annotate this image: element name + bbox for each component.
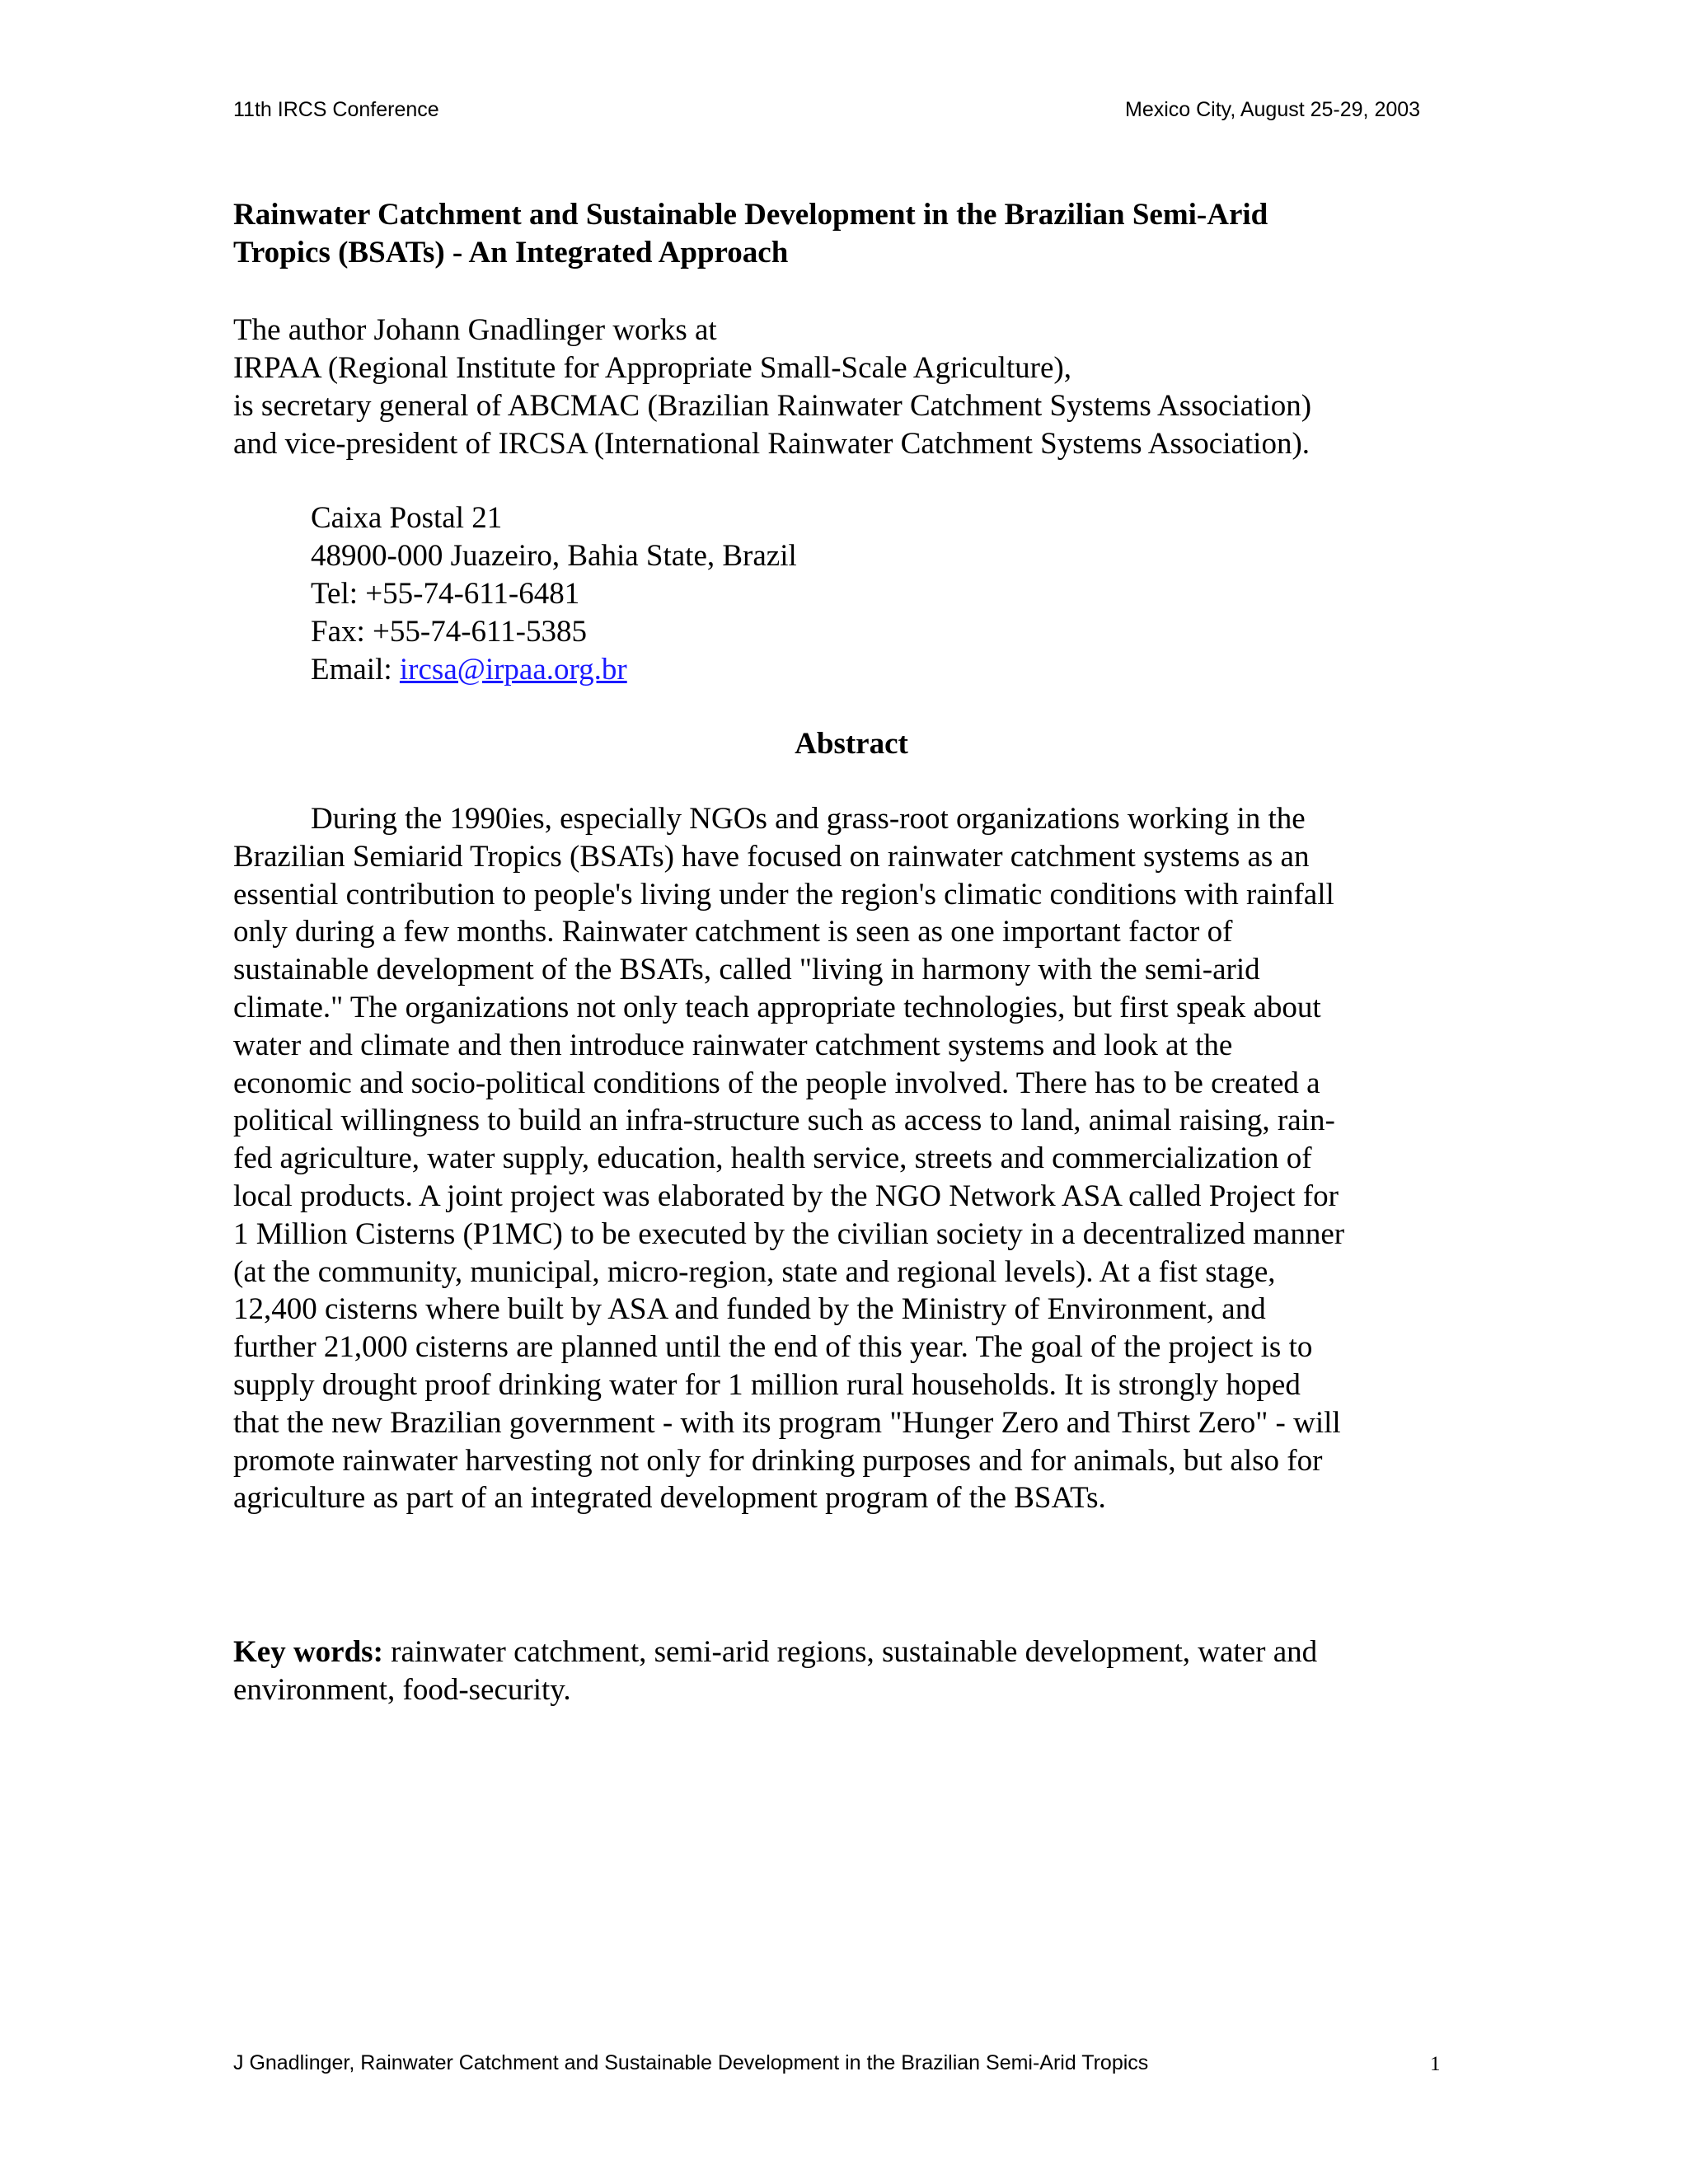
paper-title-line: Rainwater Catchment and Sustainable Development in the Brazilian Semi-Arid xyxy=(233,198,1268,232)
abstract-heading: Abstract xyxy=(795,727,908,761)
keywords-text: rainwater catchment, semi-arid regions, sustainable development, water and xyxy=(382,1635,1318,1669)
abstract-line: climate." The organizations not only teach appropriate technologies, but first speak about xyxy=(233,990,1321,1024)
abstract-line: only during a few months. Rainwater catchment is seen as one important factor of xyxy=(233,915,1233,949)
abstract-line: essential contribution to people's living under the region's climatic conditions with rainfall xyxy=(233,877,1334,912)
abstract-line: 12,400 cisterns where built by ASA and funded by the Ministry of Environment, and xyxy=(233,1292,1266,1327)
footer-running-title: J Gnadlinger, Rainwater Catchment and Sustainable Development in the Brazilian Semi-Arid Tropics xyxy=(233,2051,1149,2074)
abstract-line: During the 1990ies, especially NGOs and grass-root organizations working in the xyxy=(311,802,1306,836)
keywords-line xyxy=(233,1633,1453,1671)
address-email-line xyxy=(311,651,1217,689)
abstract-line: agriculture as part of an integrated development program of the BSATs. xyxy=(233,1481,1106,1516)
email-link[interactable]: ircsa@irpaa.org.br xyxy=(399,653,627,687)
abstract-line: further 21,000 cisterns are planned until the end of this year. The goal of the project is to xyxy=(233,1330,1313,1365)
keywords-line: environment, food-security. xyxy=(233,1673,571,1707)
keywords-block xyxy=(233,1633,1453,1709)
header-conference: 11th IRCS Conference xyxy=(233,98,439,121)
abstract-line: Brazilian Semiarid Tropics (BSATs) have focused on rainwater catchment systems as an xyxy=(233,839,1310,874)
abstract-line: economic and socio-political conditions of the people involved. There has to be created a xyxy=(233,1066,1320,1100)
address-city: 48900-000 Juazeiro, Bahia State, Brazil xyxy=(311,539,797,573)
abstract-line: local products. A joint project was elaborated by the NGO Network ASA called Project for xyxy=(233,1179,1339,1213)
address-tel: Tel: +55-74-611-6481 xyxy=(311,577,580,611)
abstract-body xyxy=(233,800,1453,1517)
abstract-line: supply drought proof drinking water for 1 million rural households. It is strongly hoped xyxy=(233,1367,1301,1402)
author-line: The author Johann Gnadlinger works at xyxy=(233,313,717,347)
page-number: 1 xyxy=(1430,2053,1441,2075)
abstract-line: that the new Brazilian government - with its program "Hunger Zero and Thirst Zero" - will xyxy=(233,1405,1341,1440)
paper-title xyxy=(233,196,1453,272)
paper-title-line: Tropics (BSATs) - An Integrated Approach xyxy=(233,236,789,269)
author-block xyxy=(233,312,1453,463)
abstract-line: political willingness to build an infra-structure such as access to land, animal raising, rain- xyxy=(233,1104,1335,1138)
address-fax: Fax: +55-74-611-5385 xyxy=(311,615,587,649)
email-label: Email: xyxy=(311,653,400,687)
address-block xyxy=(311,499,1217,689)
author-line: is secretary general of ABCMAC (Brazilian Rainwater Catchment Systems Association) xyxy=(233,389,1312,423)
abstract-line: water and climate and then introduce rainwater catchment systems and look at the xyxy=(233,1028,1233,1062)
author-line: and vice-president of IRCSA (International Rainwater Catchment Systems Association). xyxy=(233,427,1311,461)
abstract-line: 1 Million Cisterns (P1MC) to be executed by the civilian society in a decentralized manner xyxy=(233,1216,1345,1251)
address-postal: Caixa Postal 21 xyxy=(311,501,503,535)
abstract-line: (at the community, municipal, micro-region, state and regional levels). At a fist stage, xyxy=(233,1254,1276,1289)
header-location-date: Mexico City, August 25-29, 2003 xyxy=(1125,98,1421,121)
keywords-label: Key words: xyxy=(233,1635,383,1669)
abstract-line: fed agriculture, water supply, education, health service, streets and commercialization of xyxy=(233,1141,1312,1176)
abstract-line: sustainable development of the BSATs, called "living in harmony with the semi-arid xyxy=(233,953,1260,987)
author-line: IRPAA (Regional Institute for Appropriate Small-Scale Agriculture), xyxy=(233,351,1071,385)
abstract-line: promote rainwater harvesting not only for drinking purposes and for animals, but also for xyxy=(233,1443,1323,1478)
